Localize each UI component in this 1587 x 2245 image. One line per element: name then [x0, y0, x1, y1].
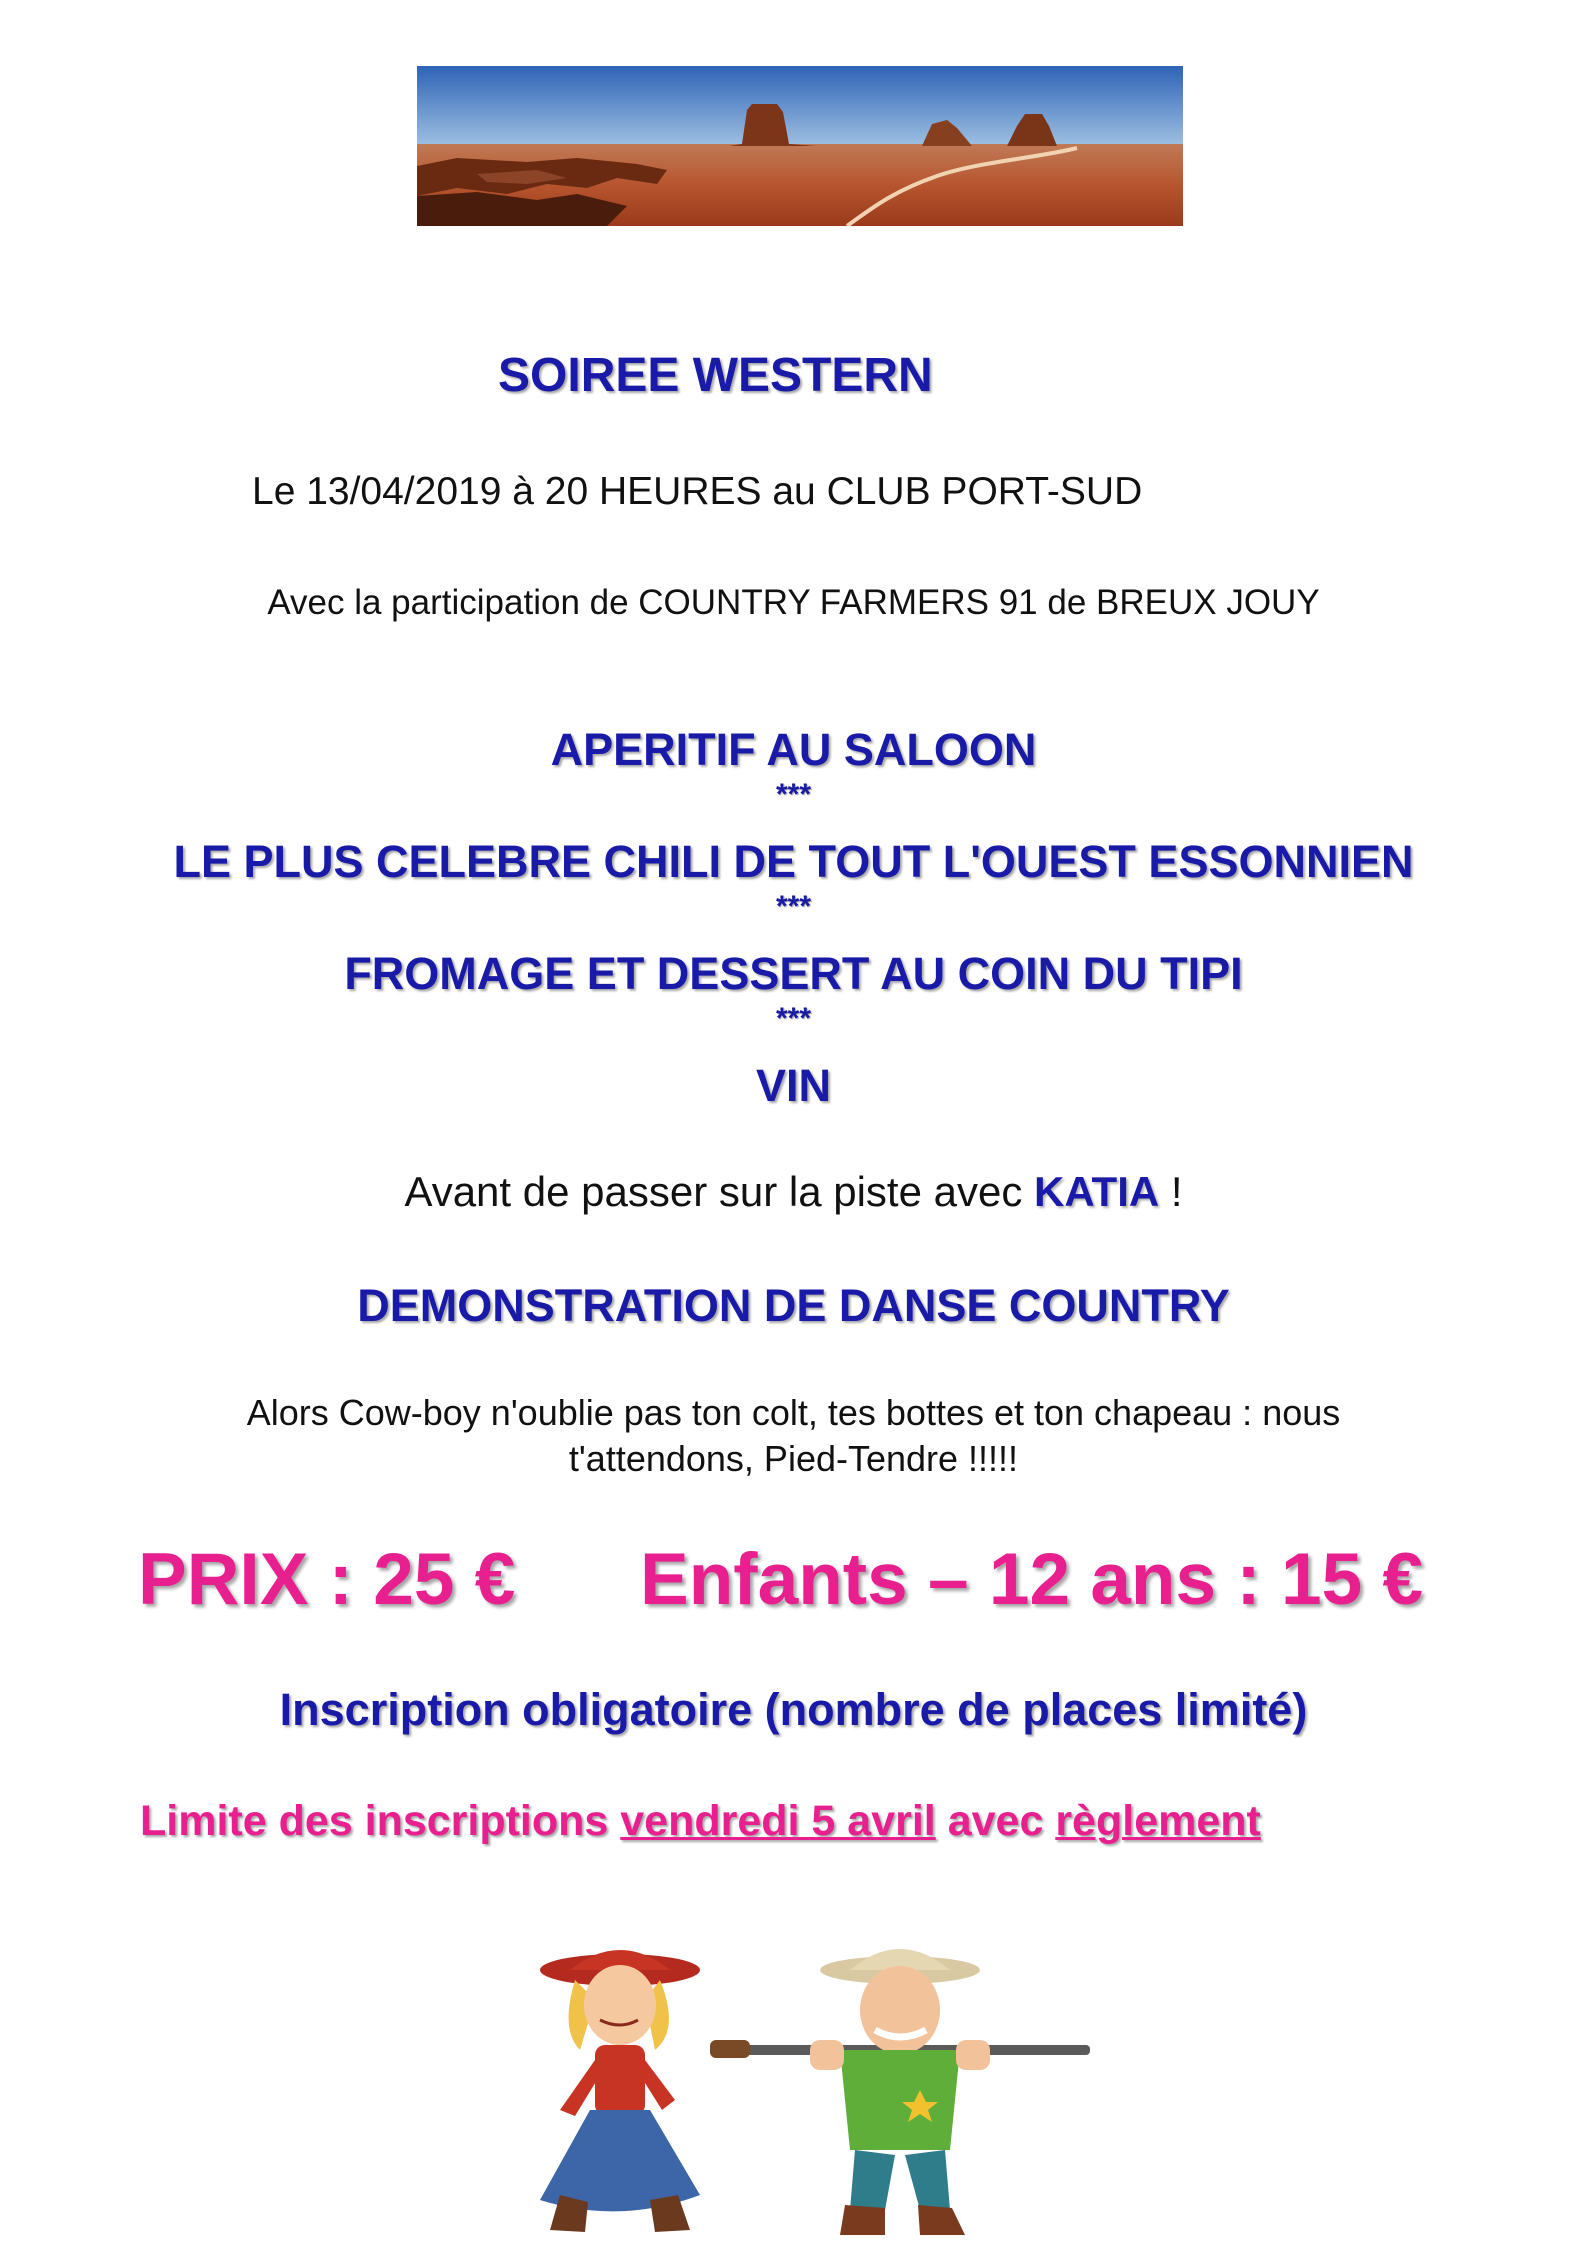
message-line-1: Alors Cow-boy n'oublie pas ton colt, tes bottes et ton chapeau : nous	[246, 1392, 1341, 1433]
menu-item-aperitif: APERITIF AU SALOON	[550, 724, 1037, 775]
limite-line	[140, 1797, 1261, 1846]
limite-payment: règlement	[1055, 1797, 1261, 1845]
menu-separator: ***	[775, 778, 812, 811]
limite-prefix: Limite des inscriptions	[140, 1797, 621, 1845]
price-children: Enfants – 12 ans : 15 €	[640, 1539, 1424, 1620]
demonstration-line: DEMONSTRATION DE DANSE COUNTRY	[357, 1280, 1230, 1331]
cowgirl-figure	[540, 1950, 700, 2232]
message-block	[0, 1390, 1587, 1482]
desert-banner-image	[417, 66, 1183, 226]
cowboy-cowgirl-illustration	[480, 1940, 1120, 2240]
inscription-line: Inscription obligatoire (nombre de places limité)	[279, 1684, 1308, 1735]
limite-date: vendredi 5 avril	[620, 1797, 936, 1845]
menu-separator: ***	[775, 890, 812, 923]
piste-name: KATIA	[1034, 1168, 1160, 1215]
participation-line: Avec la participation de COUNTRY FARMERS 91 de BREUX JOUY	[267, 583, 1320, 622]
event-date-line: Le 13/04/2019 à 20 HEURES au CLUB PORT-SUD	[252, 470, 1143, 513]
menu-item-vin: VIN	[755, 1060, 831, 1111]
piste-line	[0, 1168, 1587, 1216]
message-line-2: t'attendons, Pied-Tendre !!!!!	[568, 1438, 1019, 1479]
piste-text: Avant de passer sur la piste avec	[404, 1168, 1035, 1215]
cowboy-figure	[710, 1949, 1090, 2235]
piste-exclamation: !	[1159, 1168, 1183, 1215]
menu-item-fromage: FROMAGE ET DESSERT AU COIN DU TIPI	[344, 948, 1243, 999]
limite-middle: avec	[935, 1797, 1056, 1845]
menu-separator: ***	[775, 1002, 812, 1035]
page-title: SOIREE WESTERN	[498, 349, 933, 402]
price-adult: PRIX : 25 €	[138, 1539, 516, 1620]
menu-item-chili: LE PLUS CELEBRE CHILI DE TOUT L'OUEST ESSONNIEN	[173, 836, 1414, 887]
